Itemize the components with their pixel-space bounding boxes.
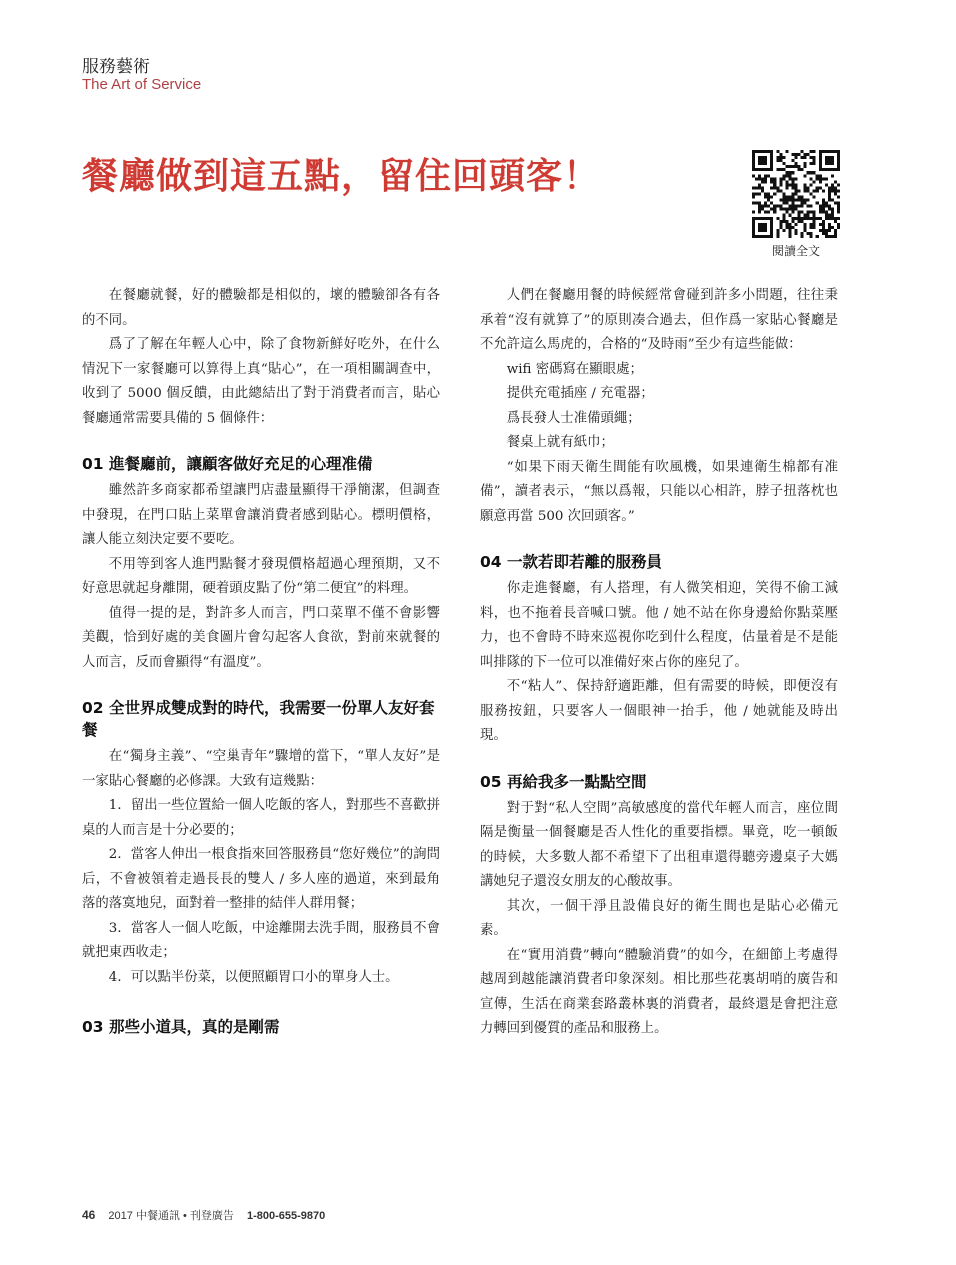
section-title-zh: 服務藝術 [82,57,150,77]
body-paragraph: 在“獨身主義”、“空巢青年”驟增的當下，“單人友好”是一家貼心餐廳的必修課。大致有這幾點： [82,749,440,789]
section-heading-03: 03 那些小道具，真的是剛需 [82,1018,280,1036]
section-title-en: The Art of Service [82,76,202,93]
body-paragraph: 在“實用消費”轉向“體驗消費”的如今，在細節上考慮得越周到越能讓消費者印象深刻。相比那些花裏胡哨的廣告和宣傳，生活在商業套路叢林裏的消費者，最終還是會把注意力轉回到優質的產品和服務上。 [480,947,838,1036]
list-item: 1．留出一些位置給一個人吃飯的客人，對那些不喜歡拼桌的人而言是十分必要的； [82,798,440,838]
section-heading-02: 02 全世界成雙成對的時代，我需要一份單人友好套餐 [82,699,435,739]
list-item: 提供充電插座 / 充電器； [506,386,654,401]
section-heading-04: 04 一款若即若離的服務員 [480,553,662,571]
body-paragraph: 值得一提的是，對許多人而言，門口菜單不僅不會影響美觀，恰到好處的美食圖片會勾起客人食欲，對前來就餐的人而言，反而會顯得“有溫度”。 [82,605,440,670]
publication-label: 2017 中餐通訊 • 刊登廣告 [108,1210,234,1222]
qr-caption: 閱讀全文 [771,244,820,258]
intro-paragraph: 爲了了解在年輕人心中，除了食物新鮮好吃外，在什么情況下一家餐廳可以算得上真“貼心”，在一項相關調查中，收到了 5000 個反饋，由此總結出了對于消費者而言，貼心餐廳通常需要具備的 5 個條件： [82,337,440,426]
intro-paragraph: 在餐廳就餐，好的體驗都是相似的，壞的體驗卻各有各的不同。 [82,288,440,328]
list-item: 2．當客人伸出一根食指來回答服務員“您好幾位”的詢問后，不會被領着走過長長的雙人 / 多人座的過道，來到最角落的落寞地兒，面對着一整排的結伴人群用餐； [82,847,440,911]
qr-code-icon[interactable] [752,150,840,238]
section-heading-05: 05 再給我多一點點空間 [480,772,647,791]
article-title: 餐廳做到這五點，留住回頭客！ [82,155,601,197]
body-paragraph: 不“粘人”、保持舒適距離，但有需要的時候，即便沒有服務按鈕，只要客人一個眼神一抬手，他 / 她就能及時出現。 [480,679,838,743]
body-paragraph: 你走進餐廳，有人搭理，有人微笑相迎，笑得不偷工減料，也不拖着長音喊口號。他 / 她不站在你身邊給你點菜壓力，也不會時不時來巡視你吃到什么程度，估量着是不是能叫排隊的下一位可以准備好來占你的座兒了。 [480,581,838,670]
page-number: 46 [82,1208,96,1222]
body-paragraph: 其次，一個干淨且設備良好的衛生間也是貼心必備元素。 [480,898,838,938]
list-item: 4．可以點半份菜，以便照顧胃口小的單身人士。 [108,969,399,985]
right-column [480,284,838,1042]
list-item: 3．當客人一個人吃飯，中途離開去洗手間，服務員不會就把東西收走； [82,920,440,960]
body-paragraph: 雖然許多商家都希望讓門店盡量顯得干淨簡潔，但調查中發現，在門口貼上菜單會讓消費者感到貼心。標明價格，讓人能立刻決定要不要吃。 [82,483,440,547]
body-paragraph: “如果下雨天衛生間能有吹風機，如果連衛生棉都有准備”，讀者表示，“無以爲報，只能以心相許，脖子扭落枕也願意再當 500 次回頭客。” [480,459,838,524]
body-paragraph: 人們在餐廳用餐的時候經常會碰到許多小問題，往往秉承着“沒有就算了”的原則凑合過去，但作爲一家貼心餐廳是不允許這么馬虎的，合格的“及時雨”至少有這些能做： [480,288,838,352]
body-paragraph: 對于對“私人空間”高敏感度的當代年輕人而言，座位間隔是衡量一個餐廳是否人性化的重要指標。畢竟，吃一頓飯的時候，大多數人都不希望下了出租車還得聽旁邊桌子大媽講她兒子還沒女朋友的心酸故事。 [480,800,838,889]
left-column [82,284,440,1042]
page-footer [82,1207,325,1223]
list-item: 餐桌上就有紙巾； [506,435,614,450]
phone-number: 1-800-655-9870 [246,1210,326,1222]
list-item: wifi 密碼寫在顯眼處； [506,361,643,377]
section-heading-01: 01 進餐廳前，讓顧客做好充足的心理准備 [82,455,373,473]
list-item: 爲長發人士准備頭繩； [506,410,641,426]
body-paragraph: 不用等到客人進門點餐才發現價格超過心理預期，又不好意思就起身離開，硬着頭皮點了份“第二便宜”的料理。 [82,556,440,596]
